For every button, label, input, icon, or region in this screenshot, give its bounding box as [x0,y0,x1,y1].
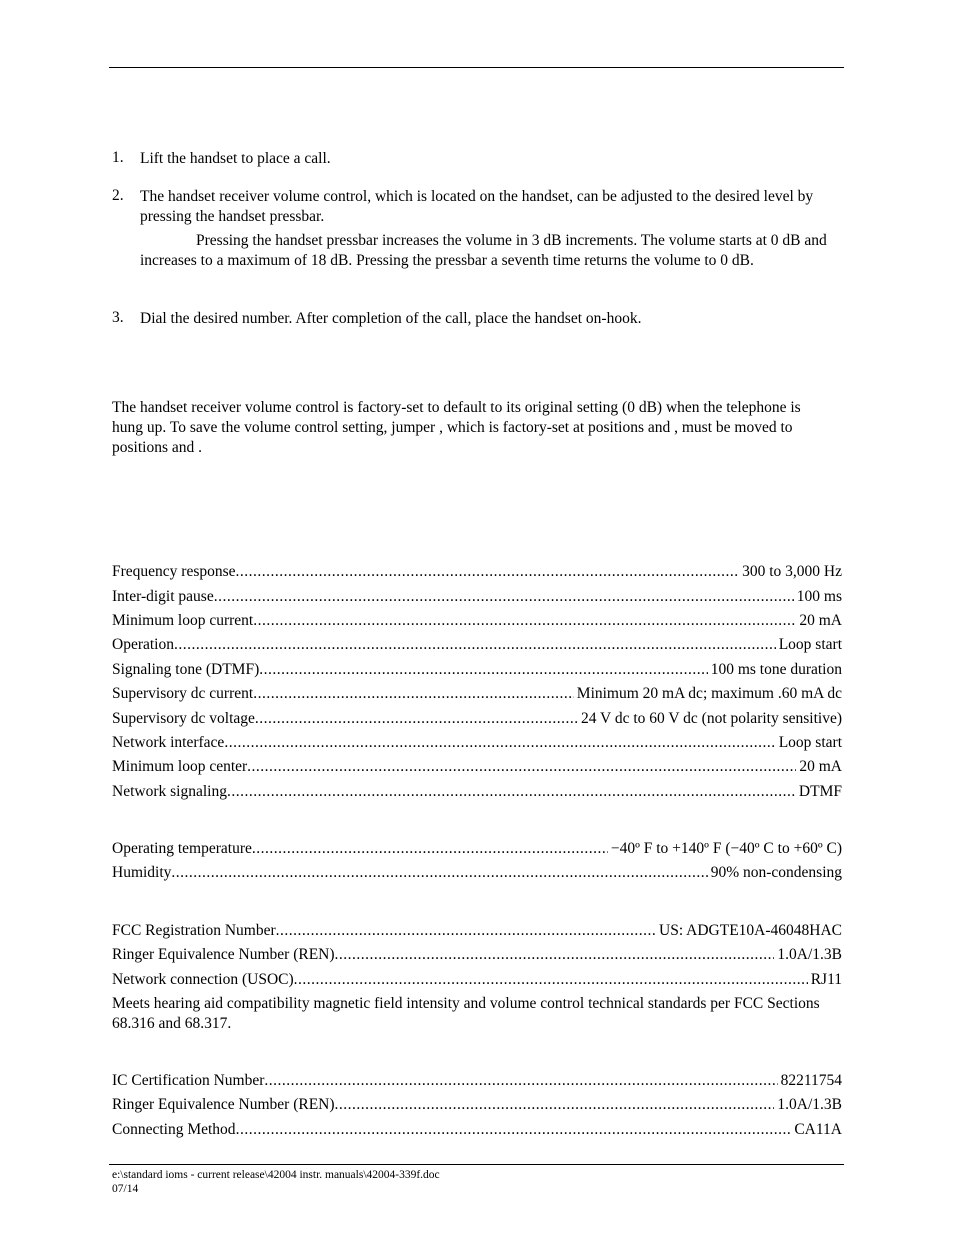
spec-label: IC Certification Number [112,1072,265,1089]
spec-value: Minimum 20 mA dc; maximum .60 mA dc [576,685,842,702]
dot-leader [264,1071,777,1091]
dot-leader [276,921,656,941]
spec-row [112,660,842,680]
dot-leader [224,733,775,753]
spec-label: Operation [112,636,174,653]
step-number: 1. [112,149,124,166]
spec-label: Inter-digit pause [112,588,214,605]
dot-leader [253,611,796,631]
spec-label: Frequency response [112,563,236,580]
spec-label: Connecting Method [112,1121,236,1138]
spec-label: Network interface [112,734,225,751]
spec-value: 100 ms tone duration [710,661,842,678]
spec-label: FCC Registration Number [112,922,276,939]
spec-label: Network signaling [112,783,227,800]
spec-value: 20 mA [799,758,842,775]
spec-value: Loop start [778,734,842,751]
spec-label: Supervisory dc current [112,685,254,702]
spec-row [112,709,842,729]
spec-value: 1.0A/1.3B [777,1096,842,1113]
spec-value: US: ADGTE10A-46048HAC [659,922,842,939]
dot-leader [174,635,776,655]
dot-leader [214,587,794,607]
dot-leader [247,757,796,777]
spec-value: 82211754 [780,1072,842,1089]
step-text: Lift the handset to place a call. [140,150,331,167]
spec-value: CA11A [794,1121,842,1138]
footer-rule [109,1164,844,1165]
step-number: 2. [112,187,124,204]
dot-leader [335,1095,775,1115]
spec-label: Operating temperature [112,840,252,857]
spec-row [112,684,842,704]
spec-row [112,587,842,607]
spec-label: Network connection (USOC) [112,971,294,988]
spec-row [112,733,842,753]
dot-leader [253,684,574,704]
spec-value: 1.0A/1.3B [777,946,842,963]
step-note: Pressing the handset pressbar increases the volume in 3 dB increments. The volume starts at 0 dB and increases to a maximum of 18 dB. Pressing the pressbar a seventh time returns the volume to 0 dB. [140,232,827,269]
header-rule [109,67,844,68]
spec-row [112,839,842,859]
spec-row [112,1120,842,1140]
spec-value: 100 ms [796,588,842,605]
spec-label: Signaling tone (DTMF) [112,661,260,678]
spec-row [112,562,842,582]
spec-value: 300 to 3,000 Hz [742,563,842,580]
spec-row [112,757,842,777]
spec-value: RJ11 [810,971,842,988]
spec-row [112,611,842,631]
spec-row [112,945,842,965]
footer-date: 07/14 [112,1183,139,1195]
spec-row [112,970,842,990]
dot-leader [236,1120,792,1140]
spec-row [112,1095,842,1115]
spec-value: DTMF [798,783,842,800]
spec-label: Humidity [112,864,172,881]
dot-leader [227,782,796,802]
step-text: The handset receiver volume control, which is located on the handset, can be adjusted to the desired level by pressing the handset pressbar. [140,188,814,225]
spec-label: Minimum loop current [112,612,254,629]
dot-leader [259,660,707,680]
spec-label: Supervisory dc voltage [112,710,255,727]
spec-row [112,782,842,802]
dot-leader [335,945,775,965]
step-text: Dial the desired number. After completion of the call, place the handset on-hook. [140,310,642,327]
spec-value: 20 mA [799,612,842,629]
hac-statement: Meets hearing aid compatibility magnetic field intensity and volume control technical standards per FCC Sections 68.316 and 68.317. [112,995,820,1032]
spec-label: Ringer Equivalence Number (REN) [112,946,335,963]
spec-label: Ringer Equivalence Number (REN) [112,1096,335,1113]
spec-label: Minimum loop center [112,758,248,775]
spec-value: −40º F to +140º F (−40º C to +60º C) [610,840,842,857]
dot-leader [294,970,808,990]
volume-save-paragraph: The handset receiver volume control is factory-set to default to its original setting (0 dB) when the telephone is hung up. To save the volume control setting, jumper , which is factory-set at positions and , must be moved to positions and . [112,399,801,456]
dot-leader [252,839,608,859]
spec-row [112,1071,842,1091]
spec-value: 24 V dc to 60 V dc (not polarity sensitive) [580,710,842,727]
footer-file-path: e:\standard ioms - current release\42004 instr. manuals\42004-339f.doc [112,1169,440,1181]
step-number: 3. [112,309,124,326]
dot-leader [171,863,707,883]
dot-leader [255,709,578,729]
dot-leader [236,562,740,582]
spec-value: 90% non-condensing [710,864,842,881]
spec-row [112,635,842,655]
spec-row [112,921,842,941]
spec-value: Loop start [778,636,842,653]
spec-row [112,863,842,883]
